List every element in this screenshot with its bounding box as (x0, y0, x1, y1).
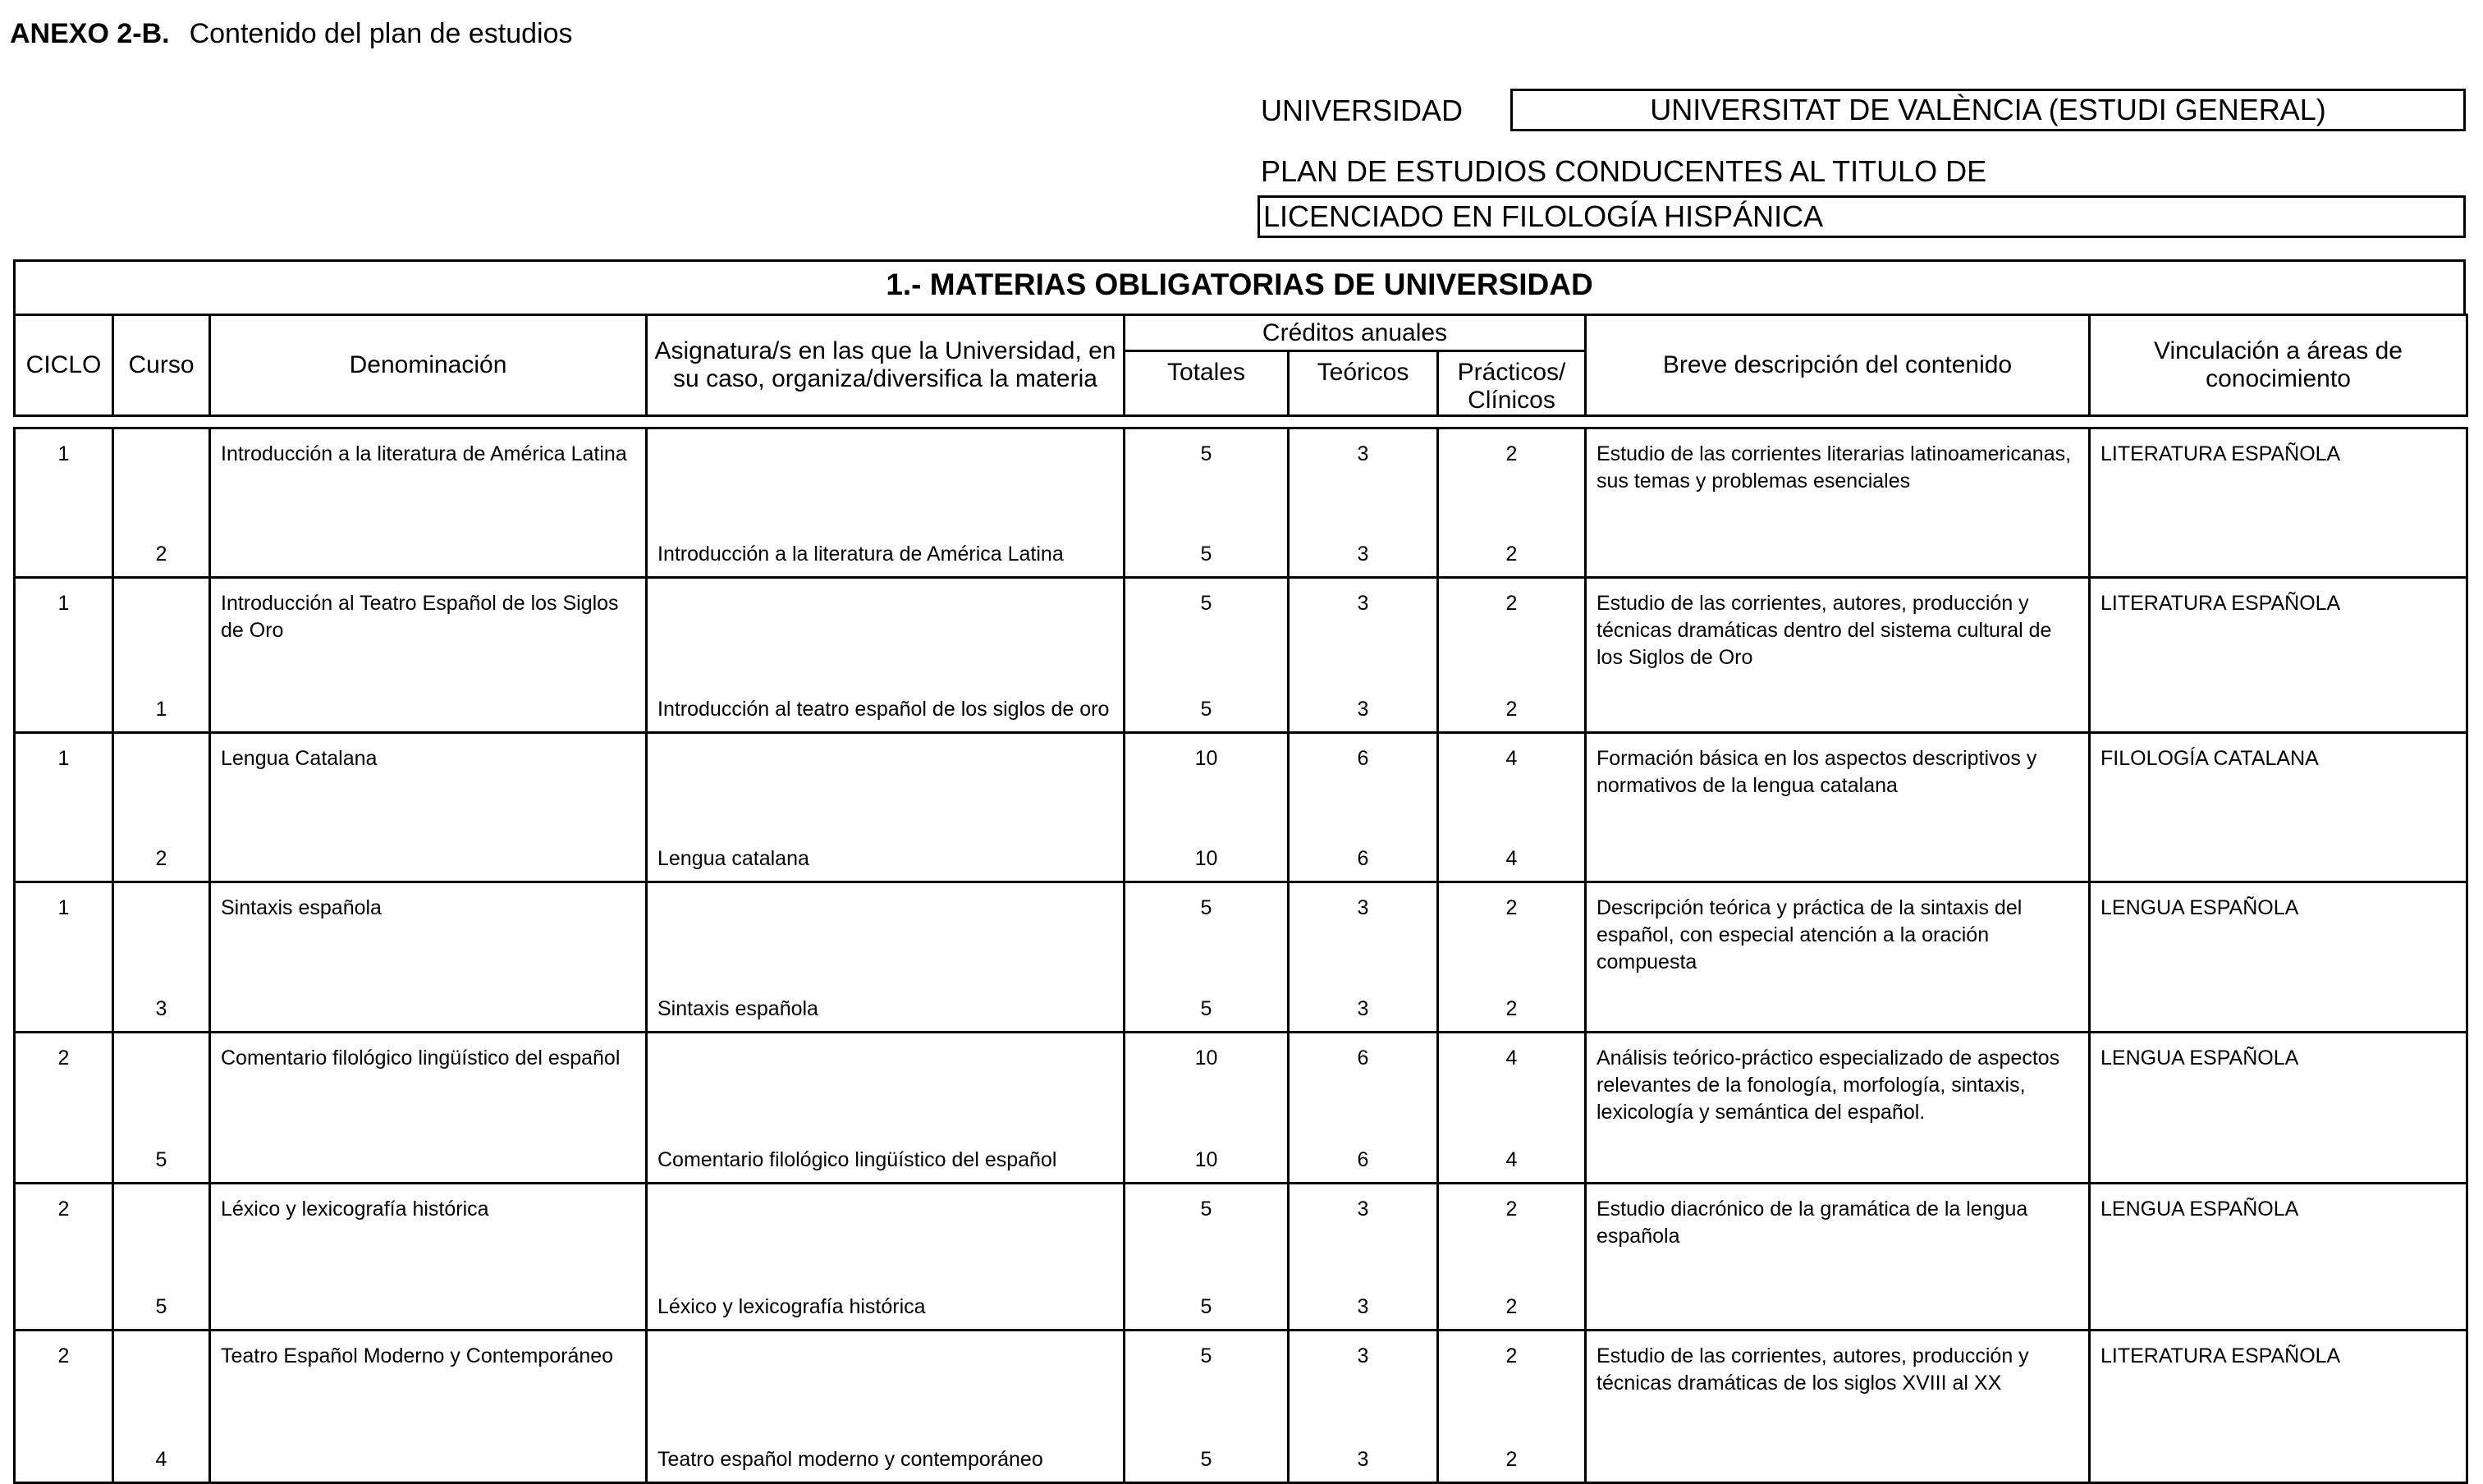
teoricos-text: 6 (1357, 747, 1369, 770)
titulo-value: LICENCIADO EN FILOLOGÍA HISPÁNICA (1258, 195, 2466, 238)
descripcion-cell-empty (1586, 837, 2090, 882)
descripcion-cell (1586, 1331, 2090, 1436)
col-totales: Totales (1125, 351, 1289, 416)
denominacion-text: Léxico y lexicografía histórica (221, 1197, 489, 1221)
totales-text: 10 (1194, 1047, 1218, 1069)
vinculacion-cell-empty (2090, 837, 2467, 882)
vinculacion-text: LITERATURA ESPAÑOLA (2100, 442, 2341, 465)
vinculacion-cell-empty (2090, 533, 2467, 577)
curso-cell (113, 682, 210, 733)
descripcion-text: Estudio de las corrientes, autores, producción y técnicas dramáticas dentro del sistema cultural de los Siglos de Oro (1597, 591, 2052, 669)
totales-text: 5 (1200, 1197, 1212, 1221)
asignatura-cell (647, 1288, 1125, 1331)
practicos-cell (1438, 1331, 1586, 1436)
denominacion-cell (210, 428, 647, 534)
asignatura-cell-empty (647, 1183, 1125, 1288)
sub-practicos-text: 2 (1505, 1295, 1518, 1318)
asignatura-cell-empty (647, 1033, 1125, 1138)
asignatura-row (15, 533, 2467, 577)
denominacion-cell-empty (210, 987, 647, 1033)
descripcion-text: Estudio de las corrientes, autores, producción y técnicas dramáticas de los siglos XVIII al XX (1597, 1344, 2029, 1395)
annex-title: Contenido del plan de estudios (189, 18, 573, 49)
practicos-cell (1438, 733, 1586, 838)
ciclo-cell (15, 577, 113, 682)
sub-teoricos-text: 3 (1357, 997, 1369, 1020)
curso-cell-empty (113, 428, 210, 534)
practicos-cell (1438, 1033, 1586, 1138)
totales-cell (1125, 1033, 1289, 1138)
sub-practicos-cell (1438, 987, 1586, 1033)
ciclo-text: 1 (57, 442, 70, 465)
asignatura-text: Lengua catalana (657, 846, 809, 870)
totales-cell (1125, 1331, 1289, 1436)
descripcion-cell-empty (1586, 533, 2090, 577)
totales-text: 10 (1194, 747, 1218, 770)
sub-teoricos-text: 3 (1357, 1295, 1369, 1318)
ciclo-cell (15, 1183, 113, 1288)
descripcion-cell (1586, 1183, 2090, 1288)
denominacion-text: Introducción al Teatro Español de los Siglos de Oro (221, 591, 619, 642)
descripcion-cell (1586, 733, 2090, 838)
practicos-text: 2 (1505, 1197, 1518, 1221)
teoricos-cell (1289, 733, 1438, 838)
ciclo-cell-empty (15, 987, 113, 1033)
sub-totales-text: 5 (1200, 1447, 1212, 1471)
totales-text: 5 (1200, 591, 1212, 615)
totales-text: 5 (1200, 442, 1212, 465)
sub-totales-text: 5 (1200, 698, 1212, 721)
sub-practicos-cell (1438, 1435, 1586, 1482)
curso-text: 4 (155, 1447, 167, 1471)
practicos-text: 4 (1505, 747, 1518, 770)
descripcion-cell-empty (1586, 1435, 2090, 1482)
ciclo-cell (15, 882, 113, 987)
denominacion-cell (210, 577, 647, 682)
practicos-cell (1438, 577, 1586, 682)
curso-cell-empty (113, 882, 210, 987)
vinculacion-text: LENGUA ESPAÑOLA (2100, 895, 2299, 919)
totales-text: 5 (1200, 1344, 1212, 1367)
totales-cell (1125, 577, 1289, 682)
table-title: 1.- MATERIAS OBLIGATORIAS DE UNIVERSIDAD (13, 259, 2466, 314)
curso-cell (113, 1288, 210, 1331)
ciclo-cell (15, 733, 113, 838)
sub-teoricos-cell (1289, 1137, 1438, 1183)
practicos-text: 2 (1505, 895, 1518, 919)
curso-cell (113, 987, 210, 1033)
teoricos-text: 3 (1357, 1197, 1369, 1221)
curso-cell-empty (113, 1033, 210, 1138)
practicos-cell (1438, 1183, 1586, 1288)
materia-row (15, 577, 2467, 682)
descripcion-cell (1586, 1033, 2090, 1138)
descripcion-text: Análisis teórico-práctico especializado de aspectos relevantes de la fonología, morfología, sintaxis, lexicología y semántica del español. (1597, 1047, 2060, 1124)
sub-practicos-text: 4 (1505, 1147, 1518, 1171)
materia-row (15, 1033, 2467, 1138)
denominacion-cell-empty (210, 837, 647, 882)
vinculacion-cell (2090, 428, 2467, 534)
sub-teoricos-cell (1289, 533, 1438, 577)
totales-cell (1125, 1183, 1289, 1288)
sub-practicos-text: 2 (1505, 1447, 1518, 1471)
vinculacion-cell-empty (2090, 682, 2467, 733)
sub-practicos-cell (1438, 1288, 1586, 1331)
asignatura-row (15, 1288, 2467, 1331)
vinculacion-cell (2090, 882, 2467, 987)
ciclo-cell-empty (15, 1137, 113, 1183)
ciclo-cell-empty (15, 533, 113, 577)
sub-teoricos-text: 3 (1357, 698, 1369, 721)
ciclo-cell (15, 1331, 113, 1436)
col-practicos: Prácticos/ Clínicos (1438, 351, 1586, 416)
sub-teoricos-cell (1289, 987, 1438, 1033)
sub-practicos-text: 2 (1505, 698, 1518, 721)
ciclo-text: 1 (57, 747, 70, 770)
curso-text: 5 (155, 1147, 167, 1171)
sub-practicos-cell (1438, 533, 1586, 577)
asignatura-cell (647, 682, 1125, 733)
asignatura-row (15, 987, 2467, 1033)
sub-totales-cell (1125, 682, 1289, 733)
asignatura-cell-empty (647, 577, 1125, 682)
curso-cell (113, 1435, 210, 1482)
asignatura-cell (647, 837, 1125, 882)
vinculacion-cell-empty (2090, 1288, 2467, 1331)
ciclo-text: 2 (57, 1197, 70, 1221)
ciclo-cell (15, 1033, 113, 1138)
col-asignatura: Asignatura/s en las que la Universidad, en su caso, organiza/diversifica la materia (647, 315, 1125, 416)
curso-text: 1 (155, 698, 167, 721)
sub-practicos-text: 4 (1505, 846, 1518, 870)
teoricos-cell (1289, 1331, 1438, 1436)
sub-practicos-cell (1438, 682, 1586, 733)
curso-text: 2 (155, 846, 167, 870)
sub-totales-cell (1125, 1288, 1289, 1331)
practicos-text: 2 (1505, 442, 1518, 465)
annex-heading (10, 18, 573, 50)
denominacion-cell (210, 1033, 647, 1138)
sub-totales-text: 5 (1200, 1295, 1212, 1318)
denominacion-text: Lengua Catalana (221, 747, 378, 770)
sub-teoricos-cell (1289, 837, 1438, 882)
materia-row (15, 428, 2467, 534)
ciclo-cell-empty (15, 837, 113, 882)
vinculacion-cell (2090, 1331, 2467, 1436)
teoricos-text: 3 (1357, 442, 1369, 465)
totales-cell (1125, 882, 1289, 987)
vinculacion-text: FILOLOGÍA CATALANA (2100, 747, 2319, 770)
asignatura-cell-empty (647, 882, 1125, 987)
denominacion-cell (210, 882, 647, 987)
vinculacion-cell (2090, 577, 2467, 682)
denominacion-cell-empty (210, 1435, 647, 1482)
asignatura-cell-empty (647, 428, 1125, 534)
descripcion-text: Estudio diacrónico de la gramática de la lengua española (1597, 1197, 2028, 1248)
asignatura-cell (647, 1435, 1125, 1482)
col-teoricos: Teóricos (1289, 351, 1438, 416)
descripcion-cell-empty (1586, 987, 2090, 1033)
sub-totales-cell (1125, 1137, 1289, 1183)
sub-practicos-cell (1438, 837, 1586, 882)
vinculacion-cell-empty (2090, 1137, 2467, 1183)
asignatura-text: Teatro español moderno y contemporáneo (657, 1447, 1043, 1471)
descripcion-cell (1586, 428, 2090, 534)
ciclo-cell-empty (15, 1288, 113, 1331)
totales-text: 5 (1200, 895, 1212, 919)
sub-teoricos-cell (1289, 1435, 1438, 1482)
sub-teoricos-text: 3 (1357, 542, 1369, 566)
ciclo-text: 2 (57, 1047, 70, 1069)
asignatura-row (15, 1435, 2467, 1482)
vinculacion-text: LITERATURA ESPAÑOLA (2100, 1344, 2341, 1367)
descripcion-text: Estudio de las corrientes literarias latinoamericanas, sus temas y problemas esenciales (1597, 442, 2072, 492)
sub-totales-cell (1125, 533, 1289, 577)
table-header (13, 314, 2468, 417)
denominacion-cell-empty (210, 682, 647, 733)
curso-text: 5 (155, 1295, 167, 1318)
descripcion-text: Descripción teórica y práctica de la sintaxis del español, con especial atención a la oración compuesta (1597, 895, 2023, 973)
denominacion-text: Teatro Español Moderno y Contemporáneo (221, 1344, 614, 1367)
vinculacion-cell (2090, 1033, 2467, 1138)
asignatura-row (15, 682, 2467, 733)
denominacion-cell-empty (210, 1137, 647, 1183)
sub-practicos-text: 2 (1505, 997, 1518, 1020)
teoricos-cell (1289, 577, 1438, 682)
teoricos-cell (1289, 882, 1438, 987)
teoricos-text: 3 (1357, 1344, 1369, 1367)
denominacion-text: Sintaxis española (221, 895, 382, 919)
sub-totales-cell (1125, 1435, 1289, 1482)
sub-totales-text: 5 (1200, 542, 1212, 566)
col-curso: Curso (113, 315, 210, 416)
sub-totales-text: 5 (1200, 997, 1212, 1020)
sub-teoricos-text: 6 (1357, 846, 1369, 870)
materia-row (15, 733, 2467, 838)
vinculacion-cell-empty (2090, 1435, 2467, 1482)
vinculacion-text: LITERATURA ESPAÑOLA (2100, 591, 2341, 615)
col-creditos: Créditos anuales (1125, 315, 1586, 351)
ciclo-cell-empty (15, 1435, 113, 1482)
descripcion-cell (1586, 577, 2090, 682)
vinculacion-cell (2090, 733, 2467, 838)
sub-teoricos-text: 3 (1357, 1447, 1369, 1471)
materia-row (15, 1183, 2467, 1288)
col-denominacion: Denominación (210, 315, 647, 416)
ciclo-cell (15, 428, 113, 534)
sub-teoricos-text: 6 (1357, 1147, 1369, 1171)
descripcion-text: Formación básica en los aspectos descriptivos y normativos de la lengua catalana (1597, 747, 2037, 797)
asignatura-cell-empty (647, 733, 1125, 838)
materia-row (15, 1331, 2467, 1436)
ciclo-text: 1 (57, 895, 70, 919)
sub-teoricos-cell (1289, 682, 1438, 733)
teoricos-text: 3 (1357, 895, 1369, 919)
asignatura-text: Comentario filológico lingüístico del español (657, 1147, 1057, 1171)
curso-cell-empty (113, 1183, 210, 1288)
practicos-text: 2 (1505, 591, 1518, 615)
descripcion-cell-empty (1586, 682, 2090, 733)
sub-practicos-cell (1438, 1137, 1586, 1183)
col-descripcion: Breve descripción del contenido (1586, 315, 2090, 416)
teoricos-text: 3 (1357, 591, 1369, 615)
materia-row (15, 882, 2467, 987)
denominacion-cell-empty (210, 1288, 647, 1331)
teoricos-cell (1289, 1183, 1438, 1288)
ciclo-cell-empty (15, 682, 113, 733)
sub-totales-cell (1125, 837, 1289, 882)
curso-cell (113, 1137, 210, 1183)
table-body (13, 427, 2468, 1484)
sub-practicos-text: 2 (1505, 542, 1518, 566)
universidad-value: UNIVERSITAT DE VALÈNCIA (ESTUDI GENERAL) (1510, 89, 2466, 131)
practicos-cell (1438, 882, 1586, 987)
sub-totales-text: 10 (1194, 1147, 1218, 1171)
plan-label: PLAN DE ESTUDIOS CONDUCENTES AL TITULO DE (1261, 154, 1987, 188)
ciclo-text: 2 (57, 1344, 70, 1367)
sub-totales-text: 10 (1194, 846, 1218, 870)
asignatura-text: Léxico y lexicografía histórica (657, 1295, 926, 1318)
asignatura-text: Introducción al teatro español de los siglos de oro (657, 698, 1110, 721)
denominacion-text: Introducción a la literatura de América Latina (221, 442, 627, 465)
descripcion-cell-empty (1586, 1137, 2090, 1183)
asignatura-text: Sintaxis española (657, 997, 818, 1020)
ciclo-text: 1 (57, 591, 70, 615)
sub-teoricos-cell (1289, 1288, 1438, 1331)
practicos-text: 4 (1505, 1047, 1518, 1069)
vinculacion-cell-empty (2090, 987, 2467, 1033)
annex-code: ANEXO 2-B. (10, 18, 170, 49)
curso-cell (113, 837, 210, 882)
totales-cell (1125, 733, 1289, 838)
sub-totales-cell (1125, 987, 1289, 1033)
curso-cell-empty (113, 1331, 210, 1436)
curso-cell-empty (113, 577, 210, 682)
asignatura-cell (647, 1137, 1125, 1183)
practicos-text: 2 (1505, 1344, 1518, 1367)
col-vinculacion: Vinculación a áreas de conocimiento (2090, 315, 2467, 416)
denominacion-text: Comentario filológico lingüístico del español (221, 1047, 621, 1069)
col-ciclo: CICLO (15, 315, 113, 416)
totales-cell (1125, 428, 1289, 534)
denominacion-cell-empty (210, 533, 647, 577)
curso-text: 2 (155, 542, 167, 566)
vinculacion-text: LENGUA ESPAÑOLA (2100, 1197, 2299, 1221)
asignatura-cell-empty (647, 1331, 1125, 1436)
curso-text: 3 (155, 997, 167, 1020)
denominacion-cell (210, 1331, 647, 1436)
asignatura-row (15, 1137, 2467, 1183)
practicos-cell (1438, 428, 1586, 534)
vinculacion-cell (2090, 1183, 2467, 1288)
vinculacion-text: LENGUA ESPAÑOLA (2100, 1047, 2299, 1069)
asignatura-row (15, 837, 2467, 882)
descripcion-cell (1586, 882, 2090, 987)
asignatura-cell (647, 987, 1125, 1033)
teoricos-cell (1289, 428, 1438, 534)
denominacion-cell (210, 1183, 647, 1288)
curso-cell-empty (113, 733, 210, 838)
asignatura-cell (647, 533, 1125, 577)
denominacion-cell (210, 733, 647, 838)
teoricos-cell (1289, 1033, 1438, 1138)
curso-cell (113, 533, 210, 577)
teoricos-text: 6 (1357, 1047, 1369, 1069)
asignatura-text: Introducción a la literatura de América Latina (657, 542, 1064, 566)
descripcion-cell-empty (1586, 1288, 2090, 1331)
universidad-label: UNIVERSIDAD (1261, 94, 1464, 127)
